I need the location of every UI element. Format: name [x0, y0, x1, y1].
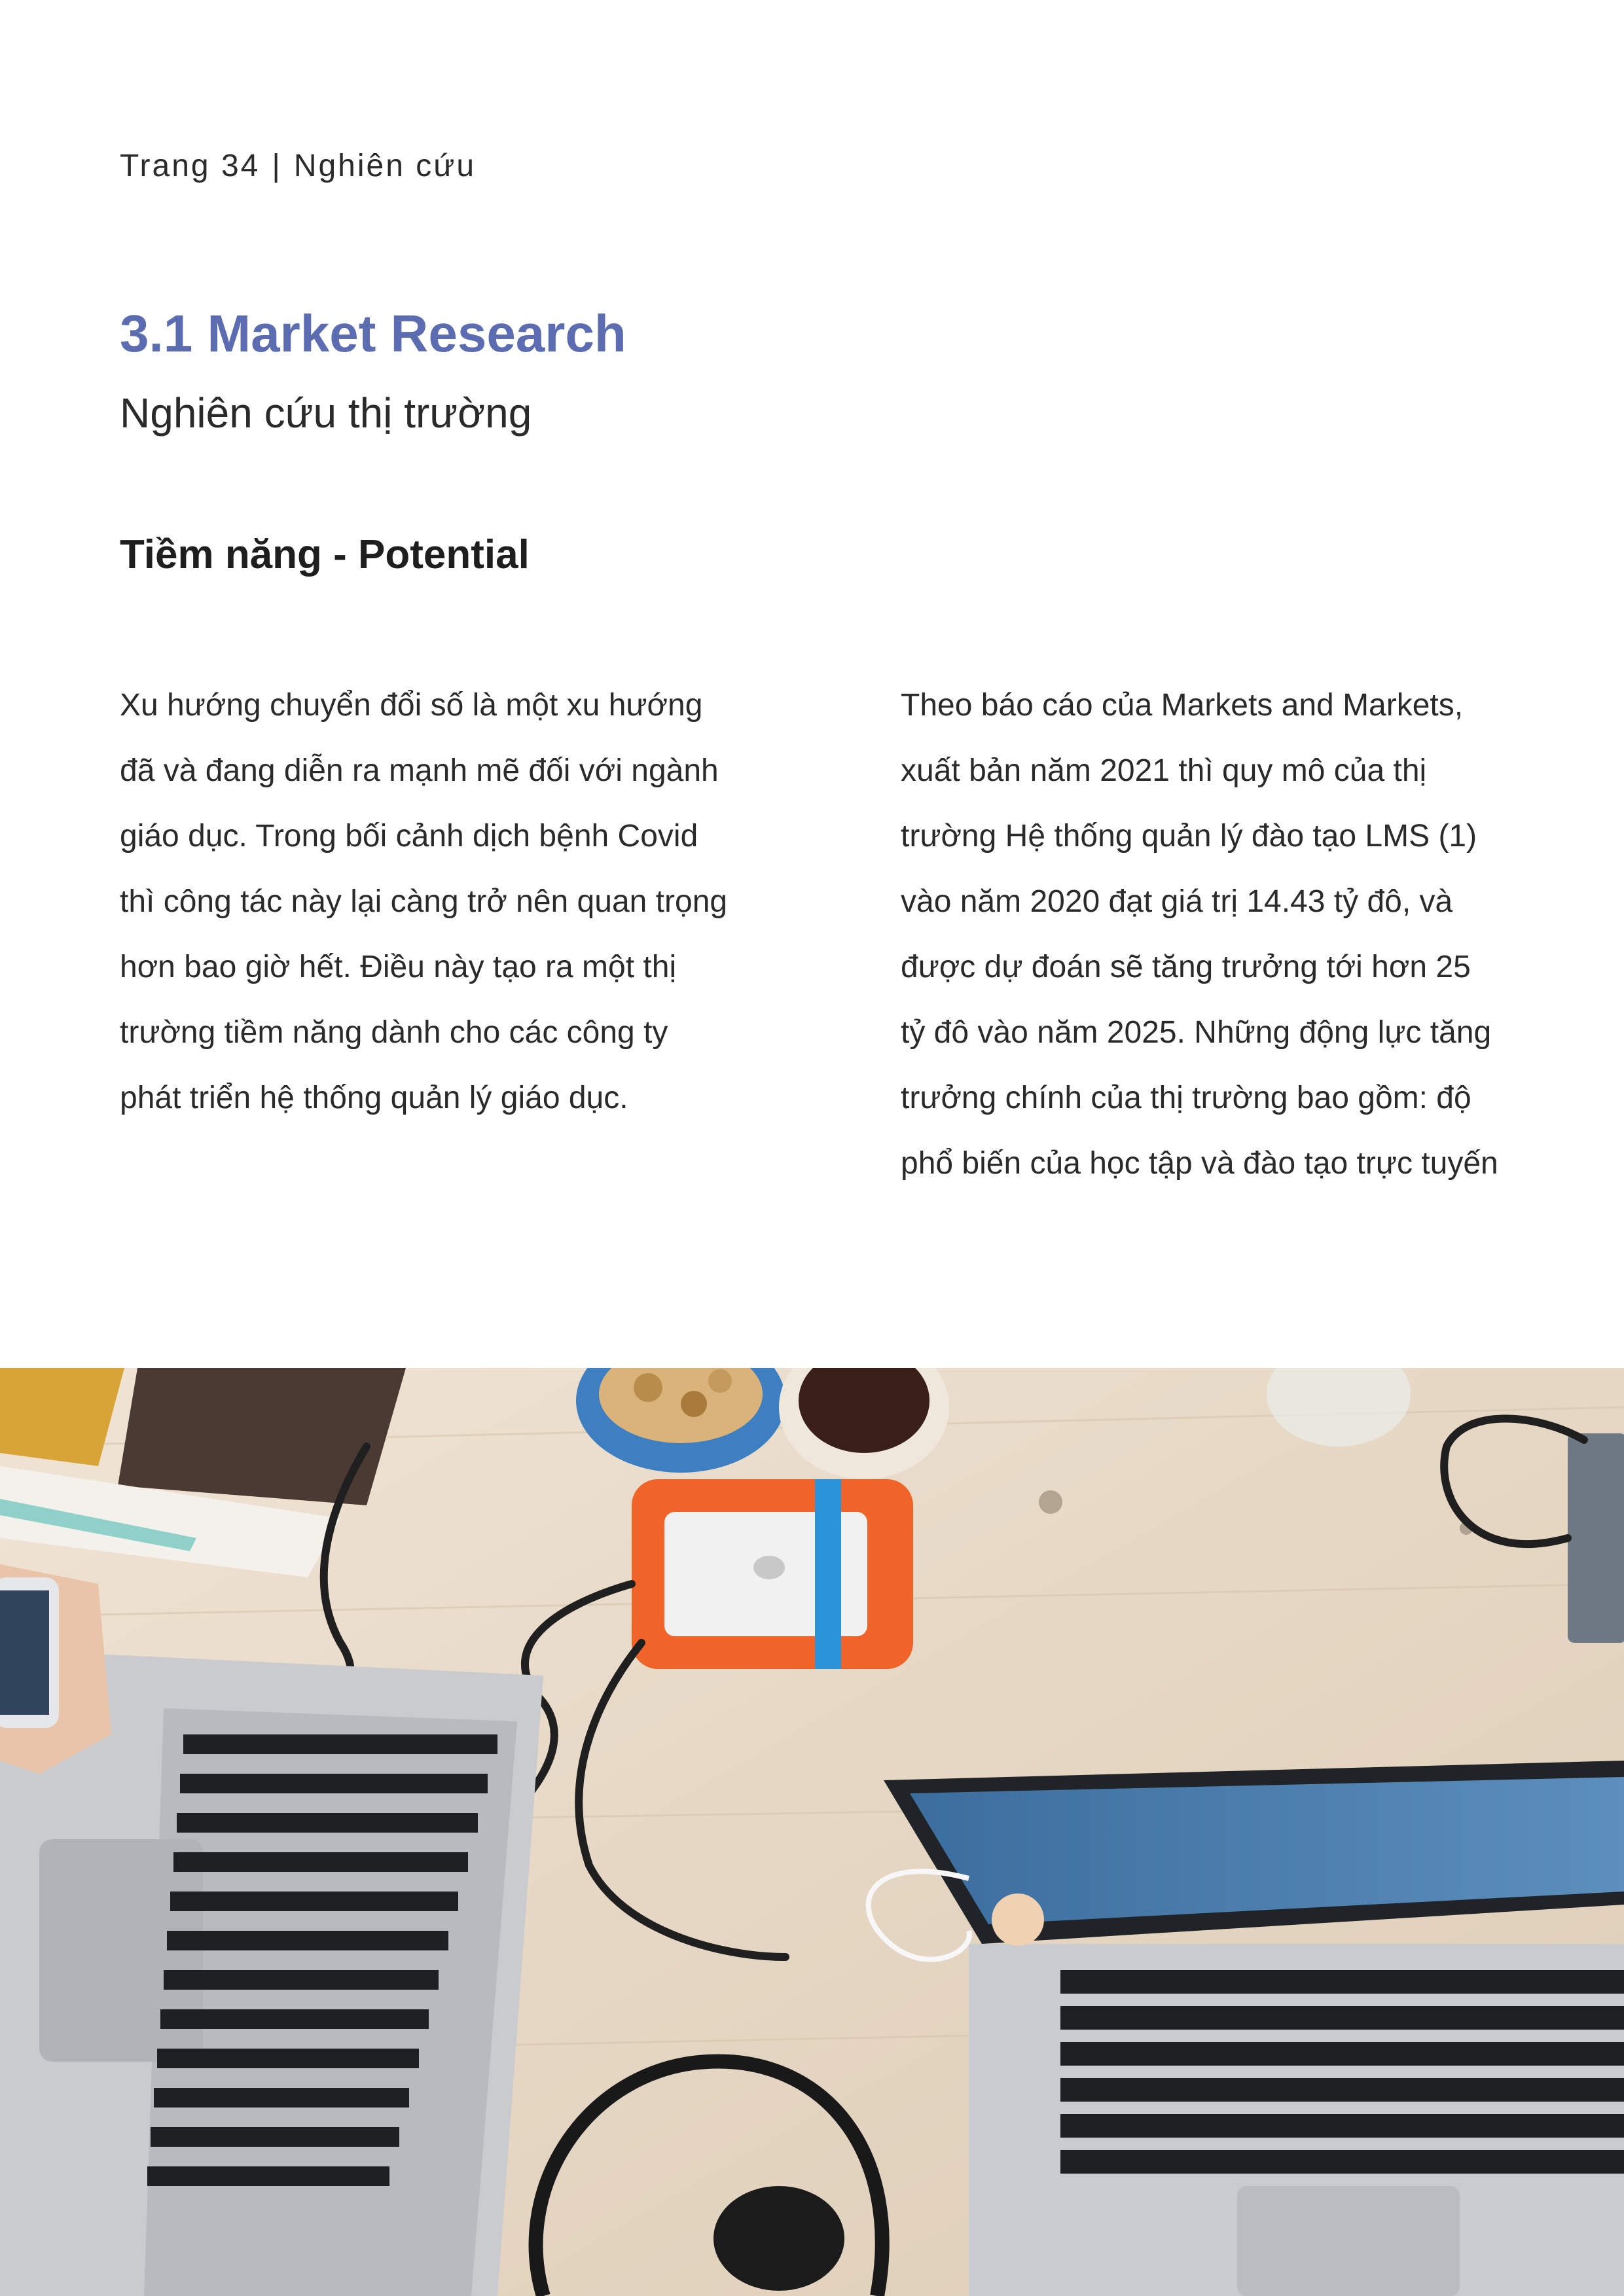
left-text-column	[120, 673, 774, 1131]
left-line: đã và đang diễn ra mạnh mẽ đối với ngành	[120, 753, 719, 788]
running-header	[120, 145, 476, 187]
right-line: được dự đoán sẽ tăng trưởng tới hơn 25	[901, 950, 1471, 984]
right-line: xuất bản năm 2021 thì quy mô của thị	[901, 753, 1427, 788]
left-line: Xu hướng chuyển đổi số là một xu hướng	[120, 688, 703, 723]
left-line: trường tiềm năng dành cho các công ty	[120, 1015, 668, 1050]
section-subtitle: Nghiên cứu thị trường	[120, 389, 532, 437]
hard-drive-illustration	[632, 1479, 913, 1669]
right-line: vào năm 2020 đạt giá trị 14.43 tỷ đô, và	[901, 884, 1453, 919]
right-line: phổ biến của học tập và đào tạo trực tuyến	[901, 1146, 1498, 1181]
right-laptop-illustration	[884, 1761, 1624, 2296]
header-section-label: Nghiên cứu	[293, 149, 477, 183]
left-line: thì công tác này lại càng trở nên quan trọng	[120, 884, 728, 919]
subsection-heading: Tiềm năng - Potential	[120, 532, 530, 577]
left-line: hơn bao giờ hết. Điều này tạo ra một thị	[120, 950, 677, 984]
section-title: 3.1 Market Research	[120, 304, 626, 363]
right-line: trường Hệ thống quản lý đào tạo LMS (1)	[901, 819, 1477, 853]
right-line: trưởng chính của thị trường bao gồm: độ	[901, 1081, 1471, 1115]
right-text-column	[901, 673, 1529, 1196]
page-number: Trang 34	[120, 149, 261, 183]
hand-phone-illustration	[0, 1564, 111, 1774]
header-separator: |	[272, 149, 282, 183]
right-line: tỷ đô vào năm 2025. Những động lực tăng	[901, 1015, 1492, 1050]
desk-photo	[0, 1368, 1624, 2296]
right-line: Theo báo cáo của Markets and Markets,	[901, 688, 1464, 723]
left-line: giáo dục. Trong bối cảnh dịch bệnh Covid	[120, 819, 698, 853]
left-line: phát triển hệ thống quản lý giáo dục.	[120, 1081, 628, 1115]
